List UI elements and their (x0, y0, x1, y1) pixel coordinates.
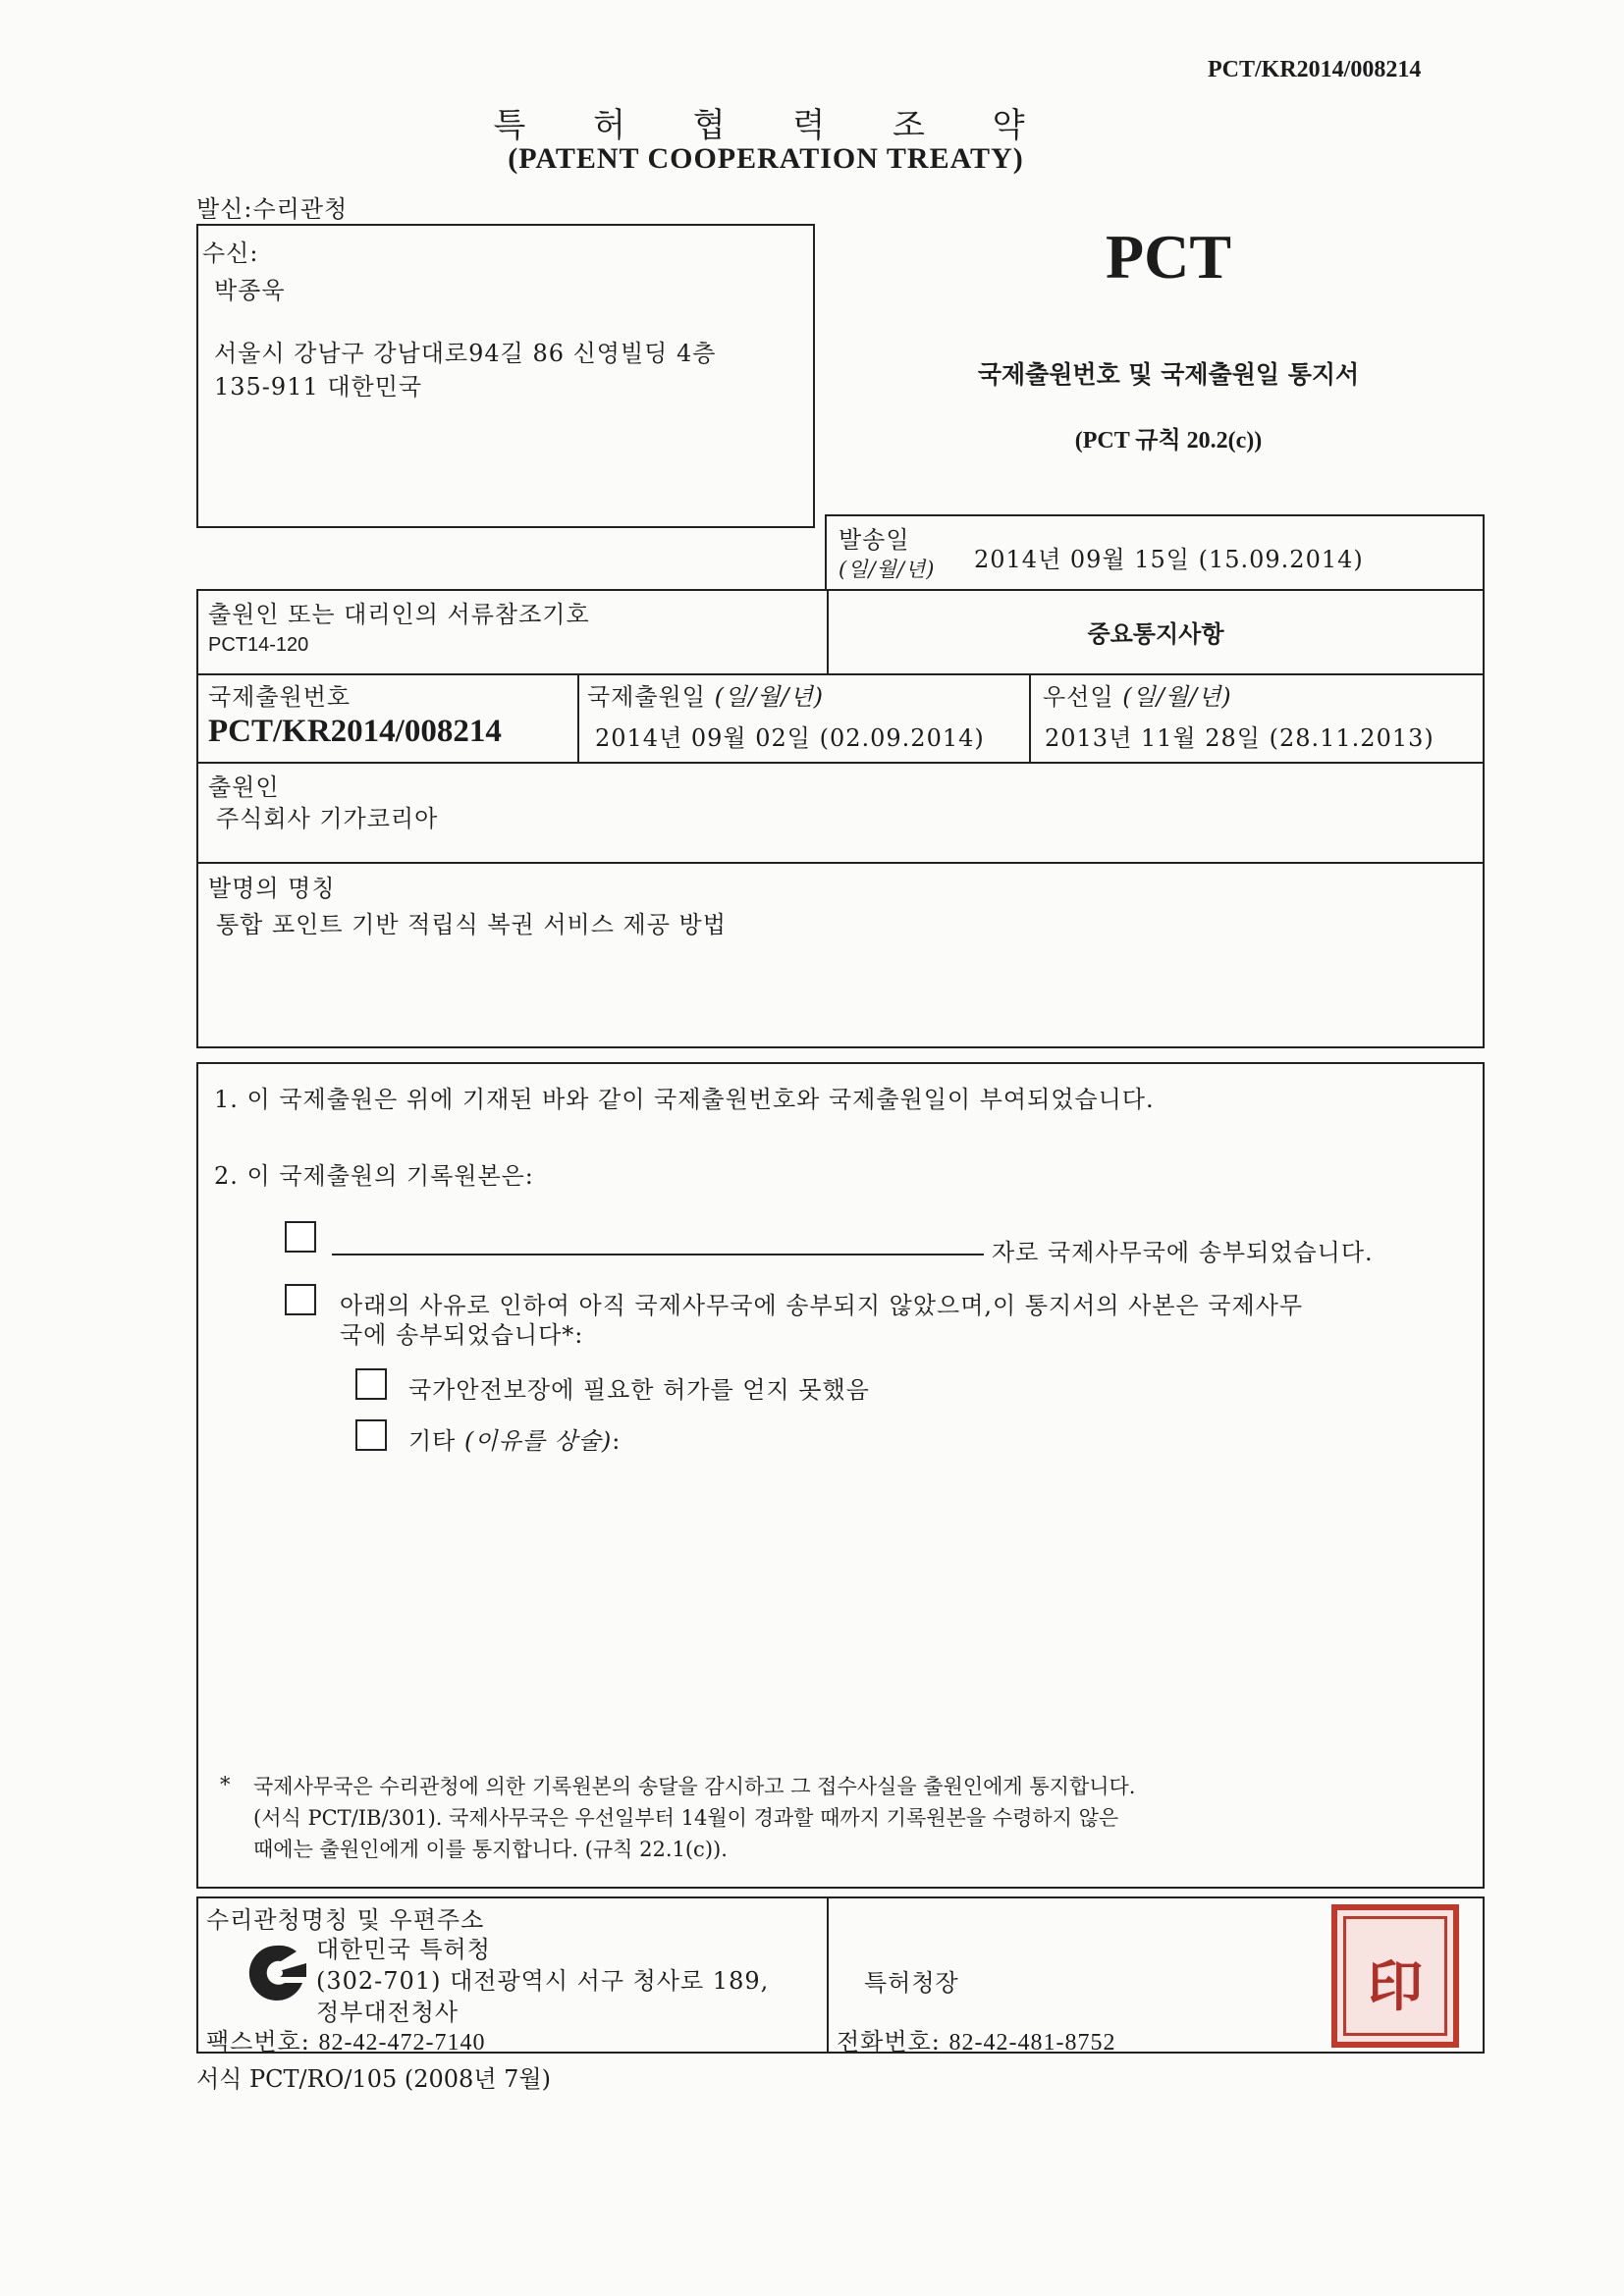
security-clearance-checkbox[interactable] (355, 1368, 387, 1400)
mailing-date-box (825, 514, 1485, 591)
mailing-date-label: 발송일 (839, 526, 910, 554)
other-reason-label: 기타 (408, 1427, 457, 1455)
file-reference-value: PCT14-120 (208, 634, 309, 656)
phone-label: 전화번호: (837, 2028, 941, 2056)
seal-glyph: 印 (1368, 1954, 1423, 2019)
filing-date-label: 국제출원일 (587, 683, 706, 711)
recipient-address-line2: 135-911 대한민국 (214, 373, 423, 400)
filing-date-format: (일/월/년) (714, 683, 825, 711)
filing-date-value: 2014년 09월 02일 (02.09.2014) (595, 724, 985, 752)
kipo-logo-icon (245, 1942, 308, 2004)
official-seal (1331, 1904, 1459, 2048)
footnote-line3: 때에는 출원인에게 이를 통지합니다. (규칙 22.1(c)). (253, 1838, 728, 1861)
security-clearance-text: 국가안전보장에 필요한 허가를 얻지 못했음 (408, 1376, 870, 1404)
pct-heading: PCT (1106, 222, 1231, 292)
priority-date-label: 우선일 (1043, 683, 1114, 711)
mailing-date-value: 2014년 09월 15일 (15.09.2014) (974, 546, 1364, 573)
office-name: 대한민국 특허청 (316, 1936, 491, 1963)
top-reference-number: PCT/KR2014/008214 (1208, 57, 1422, 82)
file-reference-label: 출원인 또는 대리인의 서류참조기호 (208, 601, 590, 628)
important-notice-heading: 중요통지사항 (1087, 619, 1224, 648)
application-number-label: 국제출원번호 (208, 683, 352, 711)
mailing-date-format: (일/월/년) (839, 558, 936, 581)
fax-label: 팩스번호: (206, 2028, 310, 2056)
recipient-box (196, 224, 815, 528)
form-rule: (PCT 규칙 20.2(c)) (1074, 428, 1263, 454)
invention-title-label: 발명의 명칭 (208, 875, 336, 902)
applicant-value: 주식회사 기가코리아 (216, 805, 439, 832)
footnote-star: * (220, 1773, 231, 1796)
recipient-name: 박종욱 (214, 277, 286, 304)
application-number-value: PCT/KR2014/008214 (208, 714, 502, 749)
form-number: 서식 PCT/RO/105 (2008년 7월) (196, 2065, 551, 2093)
invention-title-value: 통합 포인트 기반 적립식 복권 서비스 제공 방법 (216, 911, 727, 938)
officer-title: 특허청장 (864, 1969, 959, 1997)
transmitted-checkbox[interactable] (285, 1221, 316, 1253)
recipient-label: 수신: (202, 240, 259, 267)
transmittal-date-blank[interactable] (332, 1254, 984, 1255)
other-reason-hint: (이유를 상술) (464, 1427, 613, 1455)
priority-date-value: 2013년 11월 28일 (28.11.2013) (1045, 724, 1435, 752)
title-korean: 특 허 협 력 조 약 (493, 106, 1039, 145)
form-title: 국제출원번호 및 국제출원일 통지서 (977, 360, 1360, 389)
transmitted-text: 자로 국제사무국에 송부되었습니다. (992, 1239, 1374, 1266)
priority-date-format: (일/월/년) (1122, 683, 1232, 711)
footnote-line2: (서식 PCT/IB/301). 국제사무국은 우선일부터 14월이 경과할 때까지 기록원본을 수령하지 않은 (253, 1806, 1119, 1830)
applicant-label: 출원인 (208, 774, 280, 801)
recipient-address-line1: 서울시 강남구 강남대로94길 86 신영빌딩 4층 (214, 340, 717, 367)
office-address-line1: (302-701) 대전광역시 서구 청사로 189, (316, 1967, 770, 1995)
notice-box (196, 1062, 1485, 1889)
notice-item-1: 1. 이 국제출원은 위에 기재된 바와 같이 국제출원번호와 국제출원일이 부여되었습니다. (214, 1086, 1155, 1113)
not-transmitted-text-line2: 국에 송부되었습니다*: (340, 1321, 584, 1349)
other-reason-colon: : (612, 1427, 622, 1455)
title-english: (PATENT COOPERATION TREATY) (508, 142, 1024, 175)
not-transmitted-text-line1: 아래의 사유로 인하여 아직 국제사무국에 송부되지 않았으며,이 통지서의 사본은 국제사무 (340, 1292, 1304, 1319)
notice-item-2: 2. 이 국제출원의 기록원본은: (214, 1162, 534, 1190)
fax-number: 82-42-472-7140 (318, 2030, 486, 2056)
office-address-line2: 정부대전청사 (316, 1999, 460, 2026)
phone-number: 82-42-481-8752 (948, 2030, 1116, 2056)
not-transmitted-checkbox[interactable] (285, 1284, 316, 1315)
footnote-line1: 국제사무국은 수리관청에 의한 기록원본의 송달을 감시하고 그 접수사실을 출원인에게 통지합니다. (253, 1775, 1136, 1798)
receiving-office-label: 수리관청명칭 및 우편주소 (206, 1906, 485, 1934)
other-reason-checkbox[interactable] (355, 1419, 387, 1451)
sender-label: 발신:수리관청 (196, 195, 349, 223)
